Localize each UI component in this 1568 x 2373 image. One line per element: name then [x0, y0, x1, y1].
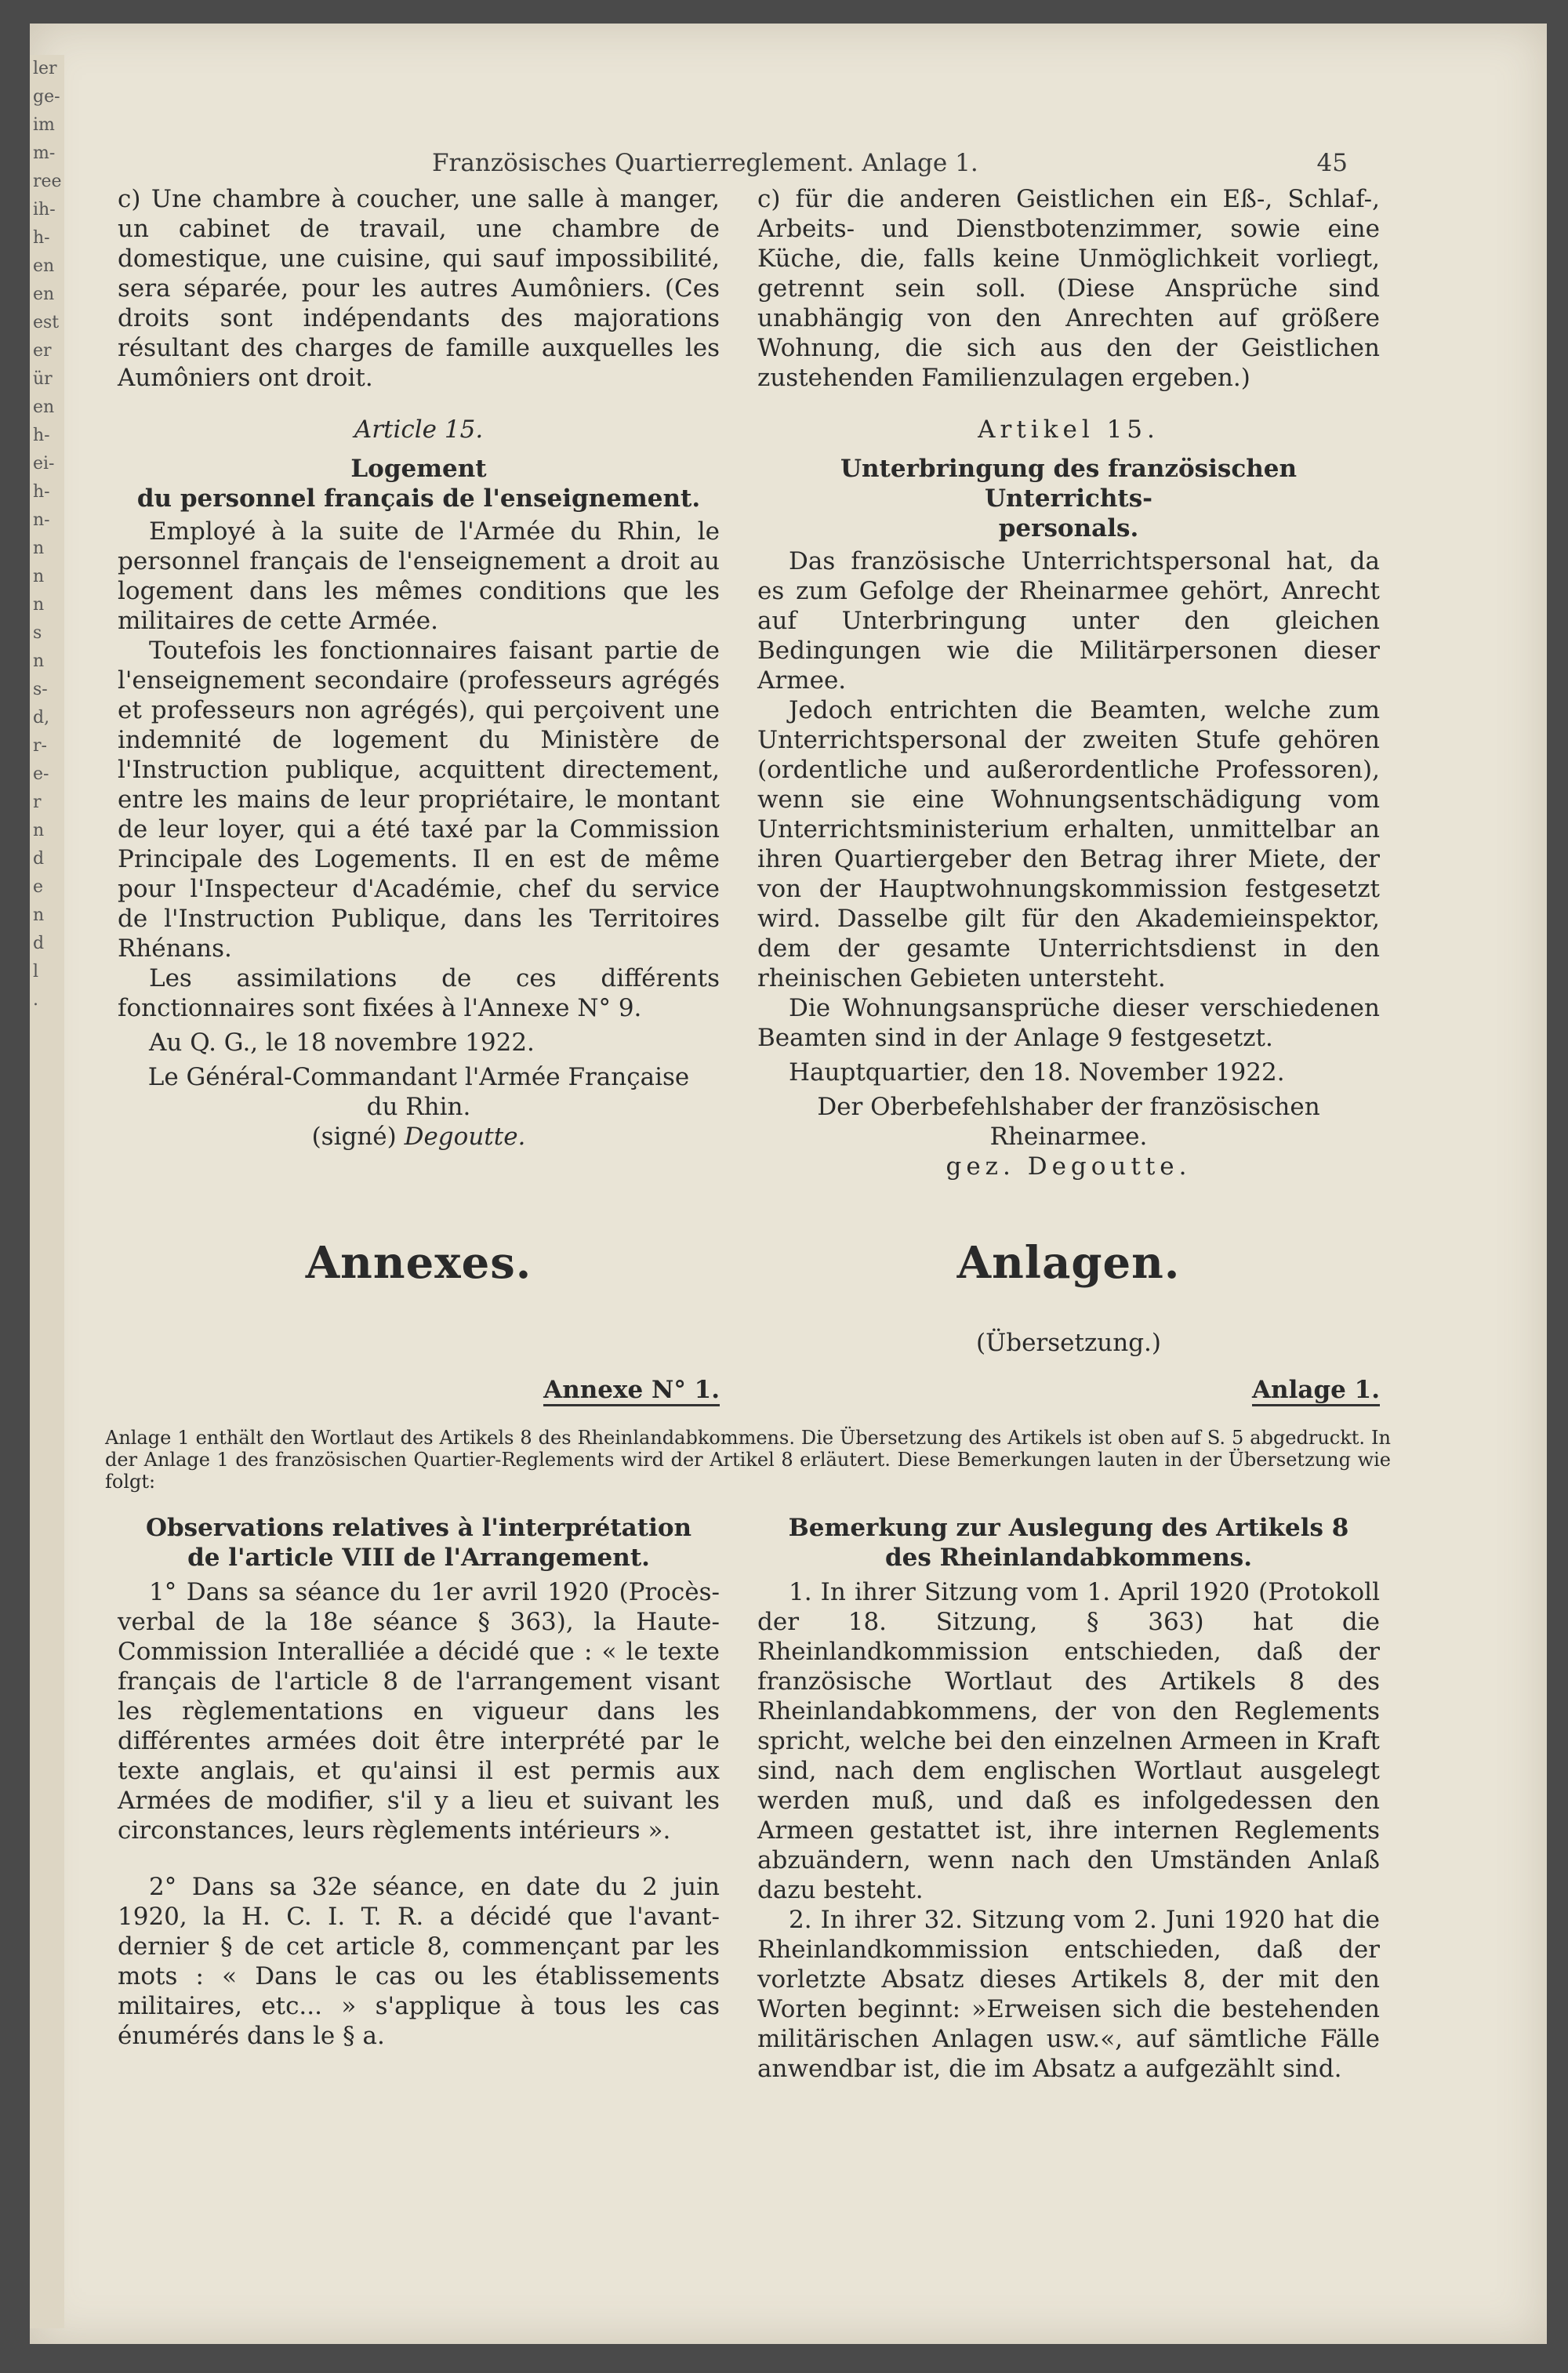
facing-page-fragment: ge-	[33, 87, 60, 107]
fr-signed-name: Degoutte.	[404, 1123, 526, 1151]
fr-annexe-label	[118, 1375, 720, 1405]
facing-page-fragment: e	[33, 877, 44, 897]
facing-page-fragment: en	[33, 285, 55, 304]
page	[30, 24, 1547, 2344]
de-remark-paragraph-2: 2. In ihrer 32. Sitzung vom 2. Juni 1920 hat die Rheinlandkommission entschieden, daß der vorletzte Absatz dieses Artikels 8, der mit den Worten beginnt: »Erweisen sich die bestehenden militärischen Anlagen usw.«, auf sämtliche Fälle anwendbar ist, die im Absatz a aufgezählt sind.	[757, 1906, 1380, 2083]
facing-page-fragment: h-	[33, 482, 50, 502]
facing-page-fragment: h-	[33, 228, 50, 248]
german-column-top	[757, 184, 1380, 1181]
facing-page-fragment: ih-	[33, 200, 56, 220]
facing-page-fragment: est	[33, 313, 60, 332]
de-remark-heading-line2: des Rheinlandabkommens.	[884, 1544, 1253, 1572]
facing-page-fragment: n	[33, 567, 45, 586]
facing-page-fragment: en	[33, 397, 55, 417]
fr-date: Au Q. G., le 18 novembre 1922.	[149, 1029, 535, 1057]
de-signature-line2: Rheinarmee.	[989, 1123, 1148, 1151]
fr-annexes-title: Annexes.	[305, 1237, 532, 1289]
french-column-top	[118, 184, 720, 1152]
de-heading-line2: personals.	[998, 514, 1139, 542]
facing-page-fragment: n	[33, 905, 45, 925]
facing-page-fragment: m-	[33, 143, 56, 163]
facing-page-fragment: n-	[33, 510, 50, 530]
de-date: Hauptquartier, den 18. November 1922.	[789, 1058, 1285, 1087]
fr-obs-paragraph-2: 2° Dans sa 32e séance, en date du 2 juin 1920, la H. C. I. T. R. a décidé que l'avant-dernier § de cet article 8, commençant par les mots : « Dans le cas ou les établissements militaires, etc... » s'applique à tous les cas énumérés dans le § a.	[118, 1873, 720, 2050]
facing-page-fragment: ler	[33, 59, 57, 78]
fr-signed-prefix: (signé)	[311, 1123, 397, 1151]
facing-page-fragment: n	[33, 539, 45, 558]
de-annexes-title: Anlagen.	[956, 1237, 1181, 1289]
french-column-bottom	[118, 1513, 720, 2051]
de-translation-note: (Übersetzung.)	[976, 1329, 1161, 1357]
facing-page-fragment: d,	[33, 708, 50, 728]
facing-page-fragment: n	[33, 595, 45, 615]
annex-note: Anlage 1 enthält den Wortlaut des Artikels 8 des Rheinlandabkommens. Die Übersetzung des Artikels ist oben auf S. 5 abgedruckt. In der Anlage 1 des französischen Quartier-Reglements wird der Artikel 8 erläutert. Diese Bemerkungen lauten in der Übersetzung wie folgt:	[105, 1427, 1391, 1493]
fr-obs-heading-line2: de l'article VIII de l'Arrangement.	[187, 1544, 650, 1572]
header-title: Französisches Quartierreglement. Anlage 1.	[432, 149, 978, 177]
facing-page-fragment: ür	[33, 369, 53, 389]
de-paragraph-1: Das französische Unterrichtspersonal hat, da es zum Gefolge der Rheinarmee gehört, Anrecht auf Unterbringung unter den gleichen Bedingungen wie die Militärpersonen dieser Armee.	[757, 547, 1380, 695]
german-column-bottom	[757, 1513, 1380, 2084]
fr-paragraph-1: Employé à la suite de l'Armée du Rhin, le personnel français de l'enseignement a droit au logement dans les mêmes conditions que les militaires de cette Armée.	[118, 517, 720, 635]
facing-page-fragment: er	[33, 341, 52, 361]
facing-page-fragment: n	[33, 821, 45, 840]
facing-page-fragment: s-	[33, 680, 48, 699]
de-signature-line3: gez. Degoutte.	[946, 1152, 1192, 1181]
de-remark-paragraph-1: 1. In ihrer Sitzung vom 1. April 1920 (Protokoll der 18. Sitzung, § 363) hat die Rheinlandkommission entschieden, daß der französische Wortlaut des Artikels 8 des Rheinlandabkommens, der von den Reglements spricht, welche bei den einzelnen Armeen in Kraft sind, nach dem englischen Wortlaut ausgelegt werden muß, und daß es infolgedessen den Armeen gestattet ist, ihre internen Reglements abzuändern, wenn nach den Umständen Anlaß dazu besteht.	[757, 1578, 1380, 1904]
facing-page-fragment: im	[33, 115, 55, 135]
facing-page-fragment: l	[33, 962, 39, 981]
facing-page-fragment: r	[33, 793, 42, 812]
facing-page-edge	[30, 55, 64, 2328]
de-annexe-label-text: Anlage 1.	[1252, 1376, 1380, 1406]
de-remark-heading-line1: Bemerkung zur Auslegung des Artikels 8	[788, 1514, 1349, 1542]
de-clause-c: c) für die anderen Geistlichen ein Eß-, Schlaf-, Arbeits- und Dienstbotenzimmer, sowie eine Küche, die, falls keine Unmöglichkeit vorliegt, getrennt sein soll. (Diese Ansprüche sind unabhängig von den Anrechten auf größere Wohnung, die sich aus den der Geistlichen zustehenden Familienzulagen ergeben.)	[757, 185, 1380, 392]
fr-heading-line1: Logement	[350, 455, 487, 483]
fr-signature-line2: du Rhin.	[366, 1093, 471, 1121]
page-number: 45	[1316, 149, 1348, 177]
fr-signature-line3	[118, 1122, 720, 1152]
facing-page-fragment: en	[33, 256, 55, 276]
fr-signature-line1: Le Général-Commandant l'Armée Française	[147, 1063, 690, 1091]
fr-paragraph-2: Toutefois les fonctionnaires faisant partie de l'enseignement secondaire (professeurs agrégés et professeurs non agrégés), qui perçoivent une indemnité de logement du Ministère de l'Instruction publique, acquittent directement, entre les mains de leur propriétaire, le montant de leur loyer, qui a été taxé par la Commission Principale des Logements. Il en est de même pour l'Inspecteur d'Académie, chef du service de l'Instruction Publique, dans les Territoires Rhénans.	[118, 637, 720, 963]
fr-clause-c: c) Une chambre à coucher, une salle à manger, un cabinet de travail, une chambre de domestique, une cuisine, qui sauf impossibilité, sera séparée, pour les autres Aumôniers. (Ces droits sont indépendants des majorations résultant des charges de famille auxquelles les Aumôniers ont droit.	[118, 185, 720, 392]
facing-page-fragment: h-	[33, 426, 50, 445]
fr-heading-line2: du personnel français de l'enseignement.	[136, 484, 701, 513]
facing-page-fragment: ei-	[33, 454, 55, 474]
de-signature-line1: Der Oberbefehlshaber der französischen	[817, 1093, 1320, 1121]
de-paragraph-2: Jedoch entrichten die Beamten, welche zum Unterrichtspersonal der zweiten Stufe gehören (ordentliche und außerordentliche Professoren), wenn sie eine Wohnungsentschädigung vom Unterrichtsministerium erhalten, unmittelbar an ihren Quartiergeber den Betrag ihrer Miete, der von der Hauptwohnungskommission festgesetzt wird. Dasselbe gilt für den Akademieinspektor, dem der gesamte Unterrichtsdienst in den rheinischen Gebieten untersteht.	[757, 696, 1380, 992]
facing-page-fragment: d	[33, 849, 45, 869]
facing-page-fragment: d	[33, 934, 45, 953]
de-paragraph-3: Die Wohnungsansprüche dieser verschiedenen Beamten sind in der Anlage 9 festgesetzt.	[757, 994, 1380, 1052]
fr-annexe-label-text: Annexe N° 1.	[543, 1376, 720, 1406]
fr-article-title: Article 15.	[354, 415, 484, 444]
facing-page-fragment: .	[33, 990, 38, 1010]
facing-page-fragment: s	[33, 623, 42, 643]
de-heading-line1: Unterbringung des französischen Unterrichts-	[840, 455, 1298, 513]
facing-page-fragment: ree	[33, 172, 62, 191]
facing-page-fragment: e-	[33, 764, 49, 784]
fr-paragraph-3: Les assimilations de ces différents fonctionnaires sont fixées à l'Annexe N° 9.	[118, 964, 720, 1022]
fr-obs-paragraph-1: 1° Dans sa séance du 1er avril 1920 (Procès-verbal de la 18e séance § 363), la Haute-Commission Interalliée a décidé que : « le texte français de l'article 8 de l'arrangement visant les règlementations en vigueur dans les différentes armées doit être interprété par le texte anglais, et qu'ainsi il est permis aux Armées de modifier, s'il y a lieu et suivant les circonstances, leurs règlements intérieurs ».	[118, 1578, 720, 1845]
de-annexe-label	[757, 1375, 1380, 1405]
facing-page-fragment: r-	[33, 736, 47, 756]
de-article-title: Artikel 15.	[978, 415, 1160, 444]
facing-page-fragment: n	[33, 651, 45, 671]
fr-obs-heading-line1: Observations relatives à l'interprétation	[145, 1514, 692, 1542]
